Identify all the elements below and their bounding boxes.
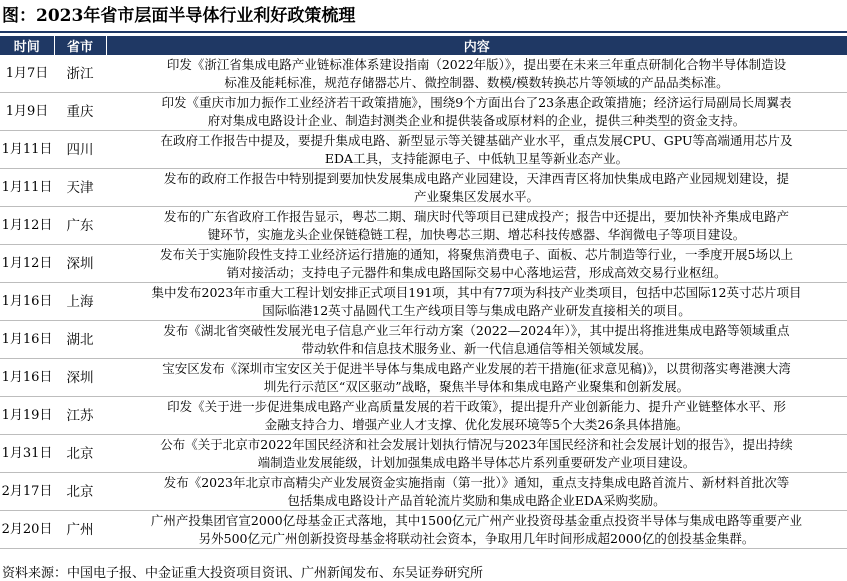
- row-content: [106, 93, 847, 131]
- row-date: 1月12日: [0, 207, 54, 245]
- row-content-line: 印发《浙江省集成电路产业链标准体系建设指南（2022年版）》，提出要在未来三年重点研制化合物半导体制造设: [166, 56, 787, 72]
- row-content-line: 印发《重庆市加力振作工业经济若干政策措施》，围绕9个方面出台了23条惠企政策措施；经济运行局副局长周翼表: [161, 94, 792, 110]
- row-content: [106, 131, 847, 169]
- row-province: 天津: [54, 169, 106, 207]
- row-content-line: 广州产投集团官宣2000亿母基金正式落地，其中1500亿元广州产业投资母基金重点投资半导体与集成电路等重要产业: [150, 512, 803, 528]
- row-content: [106, 321, 847, 359]
- row-content-line: 包括集成电路设计产品首轮流片奖励和集成电路企业EDA采购奖励。: [287, 492, 666, 508]
- row-content-line: 在政府工作报告中提及，要提升集成电路、新型显示等关键基础产业水平，重点发展CPU、GPU等高端通用芯片及: [160, 132, 793, 148]
- row-content-line: 印发《关于进一步促进集成电路产业高质量发展的若干政策》，提出提升产业创新能力、提升产业链整体水平、形: [167, 398, 786, 414]
- table-row: [0, 169, 847, 207]
- page-title: 图：2023年省市层面半导体行业利好政策梳理: [2, 6, 356, 26]
- row-content-line: EDA工具，支持能源电子、中低轨卫星等新业态产业。: [324, 150, 629, 166]
- row-date: 1月9日: [0, 93, 54, 131]
- table-row: [0, 93, 847, 131]
- row-content: [106, 511, 847, 549]
- row-province: 广州: [54, 511, 106, 549]
- row-content-line: 国际临港12英寸晶圆代工生产线项目等与集成电路产业研发直接相关的项目。: [262, 302, 691, 318]
- row-province: 北京: [54, 473, 106, 511]
- row-province: 四川: [54, 131, 106, 169]
- column-header-province: 省市: [54, 36, 106, 55]
- row-province: 上海: [54, 283, 106, 321]
- row-content: [106, 359, 847, 397]
- table-row: [0, 245, 847, 283]
- row-content-line: 府对集成电路设计企业、制造封测类企业和提供装备或原材料的企业，提供三种类型的资金支持。: [207, 112, 746, 128]
- row-date: 1月16日: [0, 283, 54, 321]
- row-date: 1月11日: [0, 169, 54, 207]
- row-content-line: 产业聚集区发展水平。: [413, 188, 539, 204]
- row-content-line: 圳先行示范区“双区驱动”战略，聚焦半导体和集成电路产业聚集和创新发展。: [263, 378, 690, 394]
- row-content-line: 销对接活动；支持电子元器件和集成电路国际交易中心落地运营，形成高效交易行业枢纽。: [226, 264, 727, 280]
- title-divider: [0, 31, 847, 33]
- column-header-content: 内容: [106, 36, 847, 55]
- table-header-row: [0, 36, 847, 55]
- row-content-line: 集中发布2023年市重大工程计划安排正式项目191项，其中有77项为科技产业类项目，包括中芯国际12英寸芯片项目: [151, 284, 802, 300]
- row-province: 北京: [54, 435, 106, 473]
- row-date: 1月16日: [0, 359, 54, 397]
- row-content-line: 带动软件和信息技术服务业、新一代信息通信等相关领域发展。: [301, 340, 652, 356]
- row-province: 深圳: [54, 245, 106, 283]
- table-row: [0, 359, 847, 397]
- table-row: [0, 321, 847, 359]
- row-content-line: 发布的广东省政府工作报告显示，粤芯二期、瑞庆时代等项目已建成投产；报告中还提出，要加快补齐集成电路产: [163, 208, 789, 224]
- row-content-line: 键环节，实施龙头企业保链稳链工程，加快粤芯三期、增芯科技传感器、华润微电子等项目建设。: [207, 226, 746, 242]
- row-province: 江苏: [54, 397, 106, 435]
- row-province: 重庆: [54, 93, 106, 131]
- row-content-line: 公布《关于北京市2022年国民经济和社会发展计划执行情况与2023年国民经济和社会发展计划的报告》，提出持续: [160, 436, 793, 452]
- policy-table: [0, 36, 847, 549]
- row-content: [106, 473, 847, 511]
- table-row: [0, 207, 847, 245]
- row-province: 浙江: [54, 55, 106, 93]
- row-date: 1月11日: [0, 131, 54, 169]
- table-row: [0, 283, 847, 321]
- row-content: [106, 55, 847, 93]
- table-row: [0, 55, 847, 93]
- row-date: 2月17日: [0, 473, 54, 511]
- row-content-line: 发布《2023年北京市高精尖产业发展资金实施指南（第一批）》通知，重点支持集成电路首流片、新材料首批次等: [163, 474, 790, 490]
- row-content-line: 另外500亿元广州创新投资母基金将联动社会资本，争取用几年时间形成超2000亿的创投基金集群。: [198, 530, 755, 546]
- row-content-line: 发布《湖北省突破性发展光电子信息产业三年行动方案（2022—2024年）》，其中提出将推进集成电路等领域重点: [163, 322, 790, 338]
- row-content-line: 宝安区发布《深圳市宝安区关于促进半导体与集成电路产业发展的若干措施(征求意见稿)》，以贯彻落实粤港澳大湾: [162, 360, 791, 376]
- row-content: [106, 169, 847, 207]
- table-row: [0, 473, 847, 511]
- row-content-line: 金融支持合力、增强产业人才支撑、优化发展环境等5个大类26条具体措施。: [264, 416, 689, 432]
- row-province: 广东: [54, 207, 106, 245]
- table-row: [0, 511, 847, 549]
- row-content-line: 端制造业发展能级，计划加强集成电路半导体芯片系列重要研发产业项目建设。: [257, 454, 696, 470]
- table-row: [0, 397, 847, 435]
- row-date: 1月12日: [0, 245, 54, 283]
- source-note: 资料来源：中国电子报、中金证重大投资项目资讯、广州新闻发布、东吴证券研究所: [2, 566, 484, 581]
- row-content: [106, 397, 847, 435]
- row-date: 1月16日: [0, 321, 54, 359]
- row-content-line: 标准及能耗标准，规范存储器芯片、微控制器、数模/模数转换芯片等领域的产品品类标准。: [224, 74, 729, 90]
- row-content: [106, 245, 847, 283]
- column-header-date: 时间: [0, 36, 54, 55]
- table-row: [0, 131, 847, 169]
- row-content-line: 发布的政府工作报告中特别提到要加快发展集成电路产业园建设，天津西青区将加快集成电路产业园规划建设，提: [163, 170, 789, 186]
- row-province: 深圳: [54, 359, 106, 397]
- row-content-line: 发布关于实施阶段性支持工业经济运行措施的通知，将聚焦消费电子、面板、芯片制造等行业，一季度开展5场以上: [160, 246, 793, 262]
- table-row: [0, 435, 847, 473]
- row-date: 1月7日: [0, 55, 54, 93]
- row-date: 1月19日: [0, 397, 54, 435]
- row-content: [106, 435, 847, 473]
- row-content: [106, 207, 847, 245]
- row-date: 2月20日: [0, 511, 54, 549]
- row-content: [106, 283, 847, 321]
- row-province: 湖北: [54, 321, 106, 359]
- row-date: 1月31日: [0, 435, 54, 473]
